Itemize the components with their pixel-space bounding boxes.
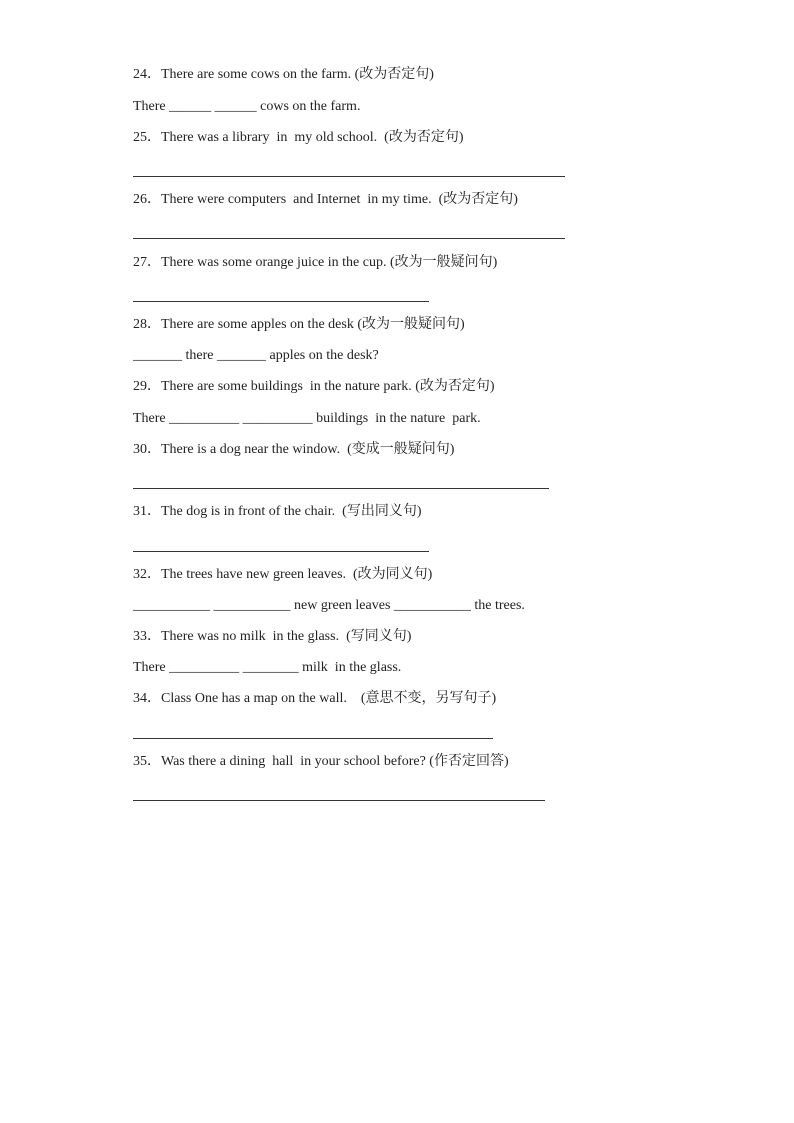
question-32: 32．The trees have new green leaves. (改为同义句) <box>133 567 433 582</box>
question-27: 27．There was some orange juice in the cup. (改为一般疑问句) <box>133 255 498 270</box>
answer-32[interactable]: ___________ ___________ new green leaves ___________ the trees. <box>133 598 525 613</box>
question-28: 28．There are some apples on the desk (改为一般疑问句) <box>133 317 465 332</box>
question-34: 34．Class One has a map on the wall. (意思不变，另写句子) <box>133 691 497 706</box>
answer-33[interactable]: There __________ ________ milk in the glass. <box>133 660 402 675</box>
question-30: 30．There is a dog near the window. (变成一般疑问句) <box>133 442 455 457</box>
question-25: 25．There was a library in my old school. (改为否定句) <box>133 130 464 145</box>
answer-line-26[interactable] <box>133 238 565 239</box>
answer-29[interactable]: There __________ __________ buildings in the nature park. <box>133 411 481 426</box>
answer-line-27[interactable] <box>133 301 429 302</box>
question-29: 29．There are some buildings in the nature park. (改为否定句) <box>133 379 495 394</box>
question-35: 35．Was there a dining hall in your school before? (作否定回答) <box>133 754 509 769</box>
answer-line-31[interactable] <box>133 551 429 552</box>
question-31: 31．The dog is in front of the chair. (写出同义句) <box>133 504 422 519</box>
answer-line-34[interactable] <box>133 738 493 739</box>
answer-line-30[interactable] <box>133 488 549 489</box>
answer-line-35[interactable] <box>133 800 545 801</box>
answer-24[interactable]: There ______ ______ cows on the farm. <box>133 99 361 114</box>
answer-line-25[interactable] <box>133 176 565 177</box>
question-24: 24．There are some cows on the farm. (改为否定句) <box>133 67 434 82</box>
question-33: 33．There was no milk in the glass. (写同义句) <box>133 629 412 644</box>
answer-28[interactable]: _______ there _______ apples on the desk? <box>133 348 379 363</box>
question-26: 26．There were computers and Internet in my time. (改为否定句) <box>133 192 518 207</box>
